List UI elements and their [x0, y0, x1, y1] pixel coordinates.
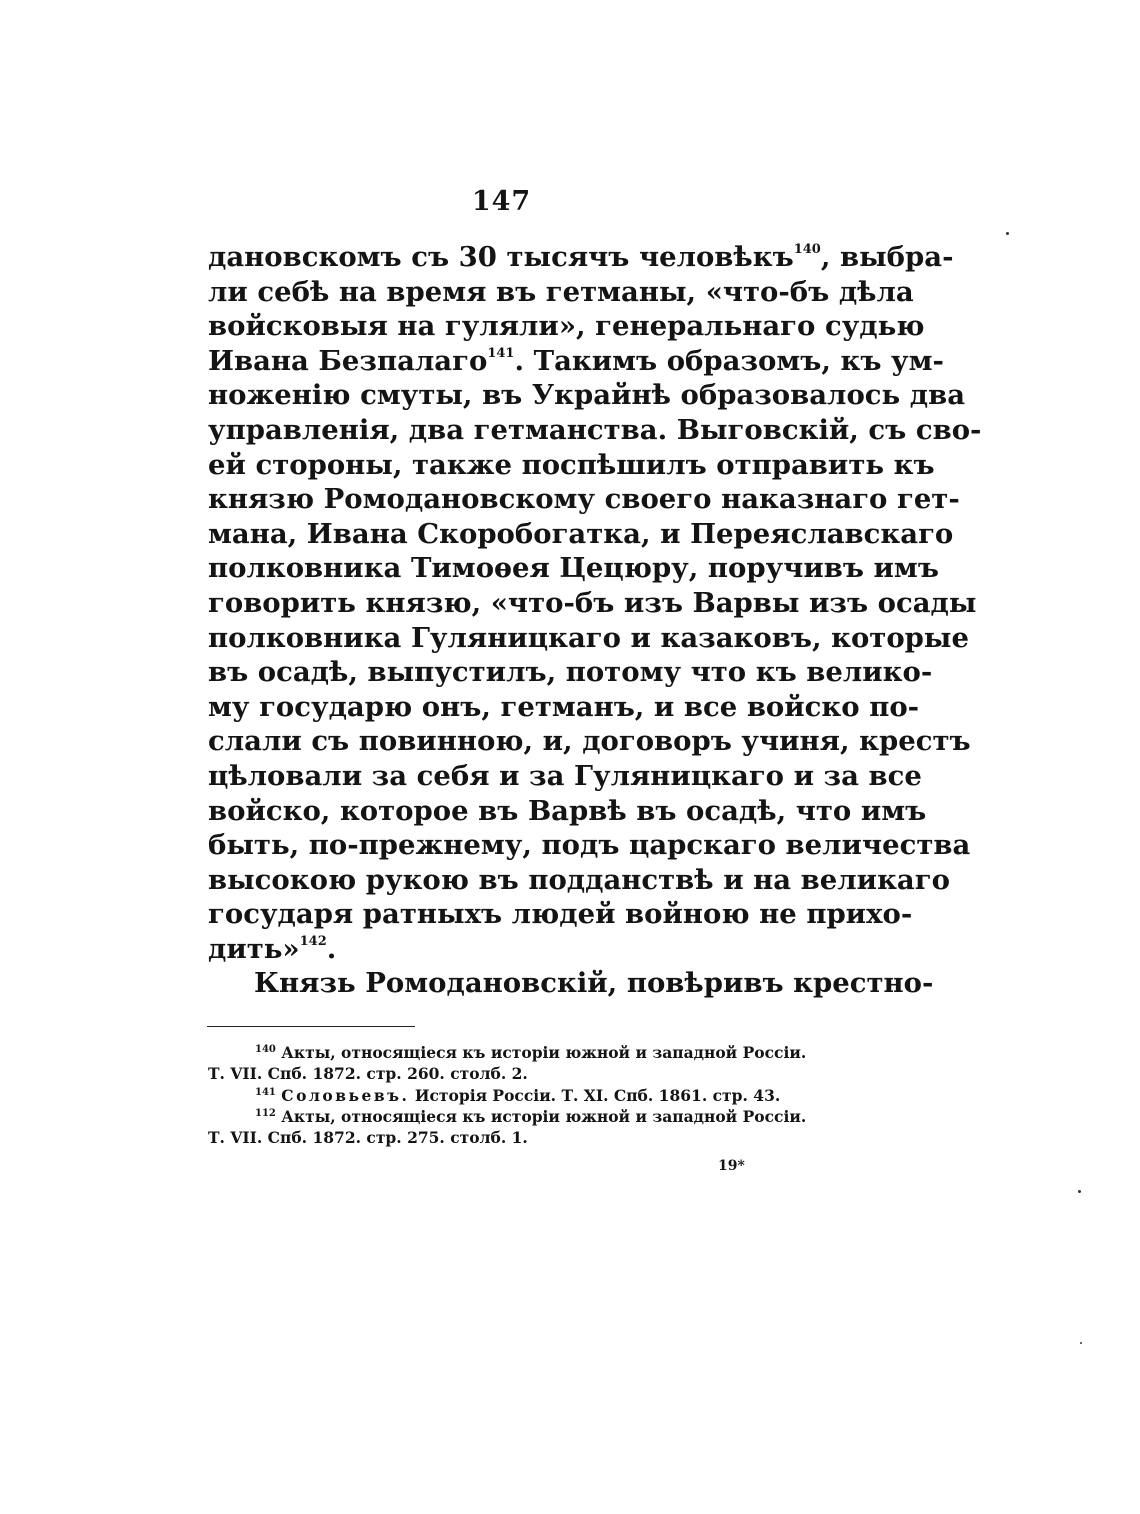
footnote-rule [207, 1026, 415, 1027]
text-line: полковника Тимоѳея Цецюру, поручивъ имъ [208, 552, 939, 585]
footnote-ref-141: 141 [487, 345, 515, 361]
text-line: высокою рукою въ подданствѣ и на великаго [208, 863, 950, 896]
scan-speck [1006, 232, 1009, 235]
footnote-141: $^{141}$ Соловьевъ. Исторія Россіи. Т. XI. Спб. 1861. стр. 43. [255, 1085, 781, 1105]
text-line: мана, Ивана Скоробогатка, и Переяславскаго [208, 517, 954, 550]
text-line: войсковыя на гуляли», генеральнаго судью [208, 310, 925, 343]
text-line: дановскомъ съ 30 тысячъ человѣкъ$^{140}$, выбра- [208, 241, 954, 273]
text-line: говорить князю, «что-бъ изъ Варвы изъ осады [208, 586, 977, 619]
text-line: му государю онъ, гетманъ, и все войско по- [208, 690, 920, 723]
text-line: государя ратныхъ людей войною не прихо- [208, 898, 913, 931]
footnote-142-continued: Т. VII. Спб. 1872. стр. 275. столб. 1. [208, 1128, 528, 1148]
footnote-140-continued: Т. VII. Спб. 1872. стр. 260. столб. 2. [208, 1064, 528, 1084]
text-line: быть, по-прежнему, подъ царскаго величества [208, 829, 971, 862]
footnote-ref-142: 142 [299, 933, 327, 949]
text-line: войско, которое въ Варвѣ въ осадѣ, что имъ [208, 794, 927, 827]
text-line: князю Ромодановскому своего наказнаго гет- [208, 483, 960, 516]
text-line: въ осадѣ, выпустилъ, потому что къ велико- [208, 656, 933, 689]
footnotes [208, 1042, 807, 1148]
paragraph-start-line: Князь Ромодановскій, повѣривъ крестно- [254, 967, 934, 1000]
text-line: ей стороны, также поспѣшилъ отправить къ [208, 448, 935, 481]
text-line: слали съ повинною, и, договоръ учиня, крестъ [208, 725, 971, 758]
footnote-142: $^{112}$ Акты, относящіеся къ исторіи южной и западной Россіи. [255, 1106, 807, 1126]
text-line: цѣловали за себя и за Гуляницкаго и за все [208, 759, 922, 792]
signature-mark: 19* [718, 1158, 745, 1174]
page-number: 147 [471, 186, 532, 217]
footnote-ref-140: 140 [793, 242, 821, 257]
main-text [208, 240, 982, 1001]
text-line: полковника Гуляницкаго и казаковъ, которые [208, 621, 969, 654]
text-line: ли себѣ на время въ гетманы, «что-бъ дѣла [208, 275, 914, 308]
text-line: дить»$^{142}$. [208, 932, 337, 965]
scan-speck [1078, 1190, 1081, 1193]
text-line: Ивана Безпалаго$^{141}$. Такимъ образомъ, къ ум- [208, 344, 944, 377]
scan-speck [1080, 1342, 1082, 1344]
text-line: управленія, два гетманства. Выговскій, съ сво- [208, 413, 982, 446]
footnote-140: $^{140}$ Акты, относящіеся къ исторіи южной и западной Россіи. [255, 1043, 807, 1062]
text-line: ноженію смуты, въ Украйнѣ образовалось два [208, 379, 966, 412]
